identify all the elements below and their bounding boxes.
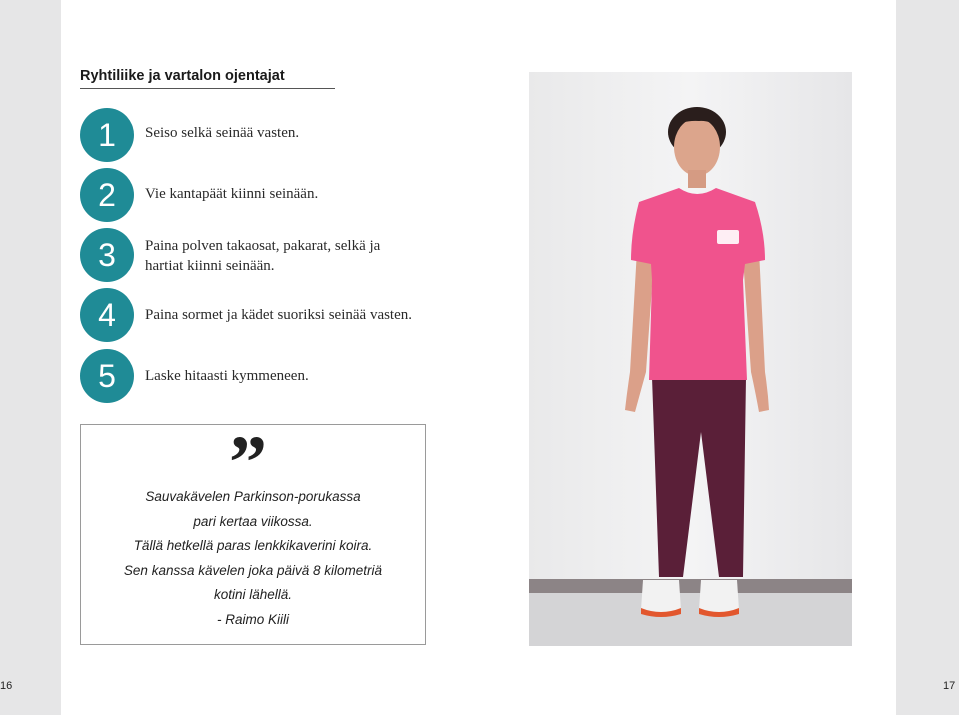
quote-line: kotini lähellä.	[213, 587, 293, 602]
quote-line: Sen kanssa kävelen joka päivä 8 kilometriä	[123, 562, 383, 578]
quote-author: - Raimo Kiili	[216, 612, 289, 627]
step-number-1: 1	[80, 108, 134, 162]
quote-line: pari kertaa viikossa.	[193, 513, 313, 529]
quote-line: Sauvakävelen Parkinson-porukassa	[145, 489, 361, 504]
step-text-4: Paina sormet ja kädet suoriksi seinää vasten.	[145, 307, 413, 323]
step-number-3: 3	[80, 228, 134, 282]
quote-text	[81, 485, 425, 608]
step-text-2: Vie kantapäät kiinni seinään.	[145, 186, 319, 202]
quote-line: Tällä hetkellä paras lenkkikaverini koira.	[133, 538, 373, 553]
step-number-5: 5	[80, 349, 134, 403]
page-number-left: 16	[0, 680, 13, 692]
quote-mark-icon: ”	[229, 421, 267, 505]
step-text-3: Paina polven takaosat, pakarat, selkä ja hartiat kiinni seinään.	[145, 238, 381, 274]
page-number-right: 17	[943, 680, 956, 692]
section-title: Ryhtiliike ja vartalon ojentajat	[80, 68, 335, 89]
step-text-1: Seiso selkä seinää vasten.	[145, 125, 300, 141]
exercise-photo	[529, 72, 852, 646]
quote-box	[80, 421, 426, 645]
step-number-4: 4	[80, 288, 134, 342]
step-number-2: 2	[80, 168, 134, 222]
step-text-5: Laske hitaasti kymmeneen.	[145, 368, 309, 384]
